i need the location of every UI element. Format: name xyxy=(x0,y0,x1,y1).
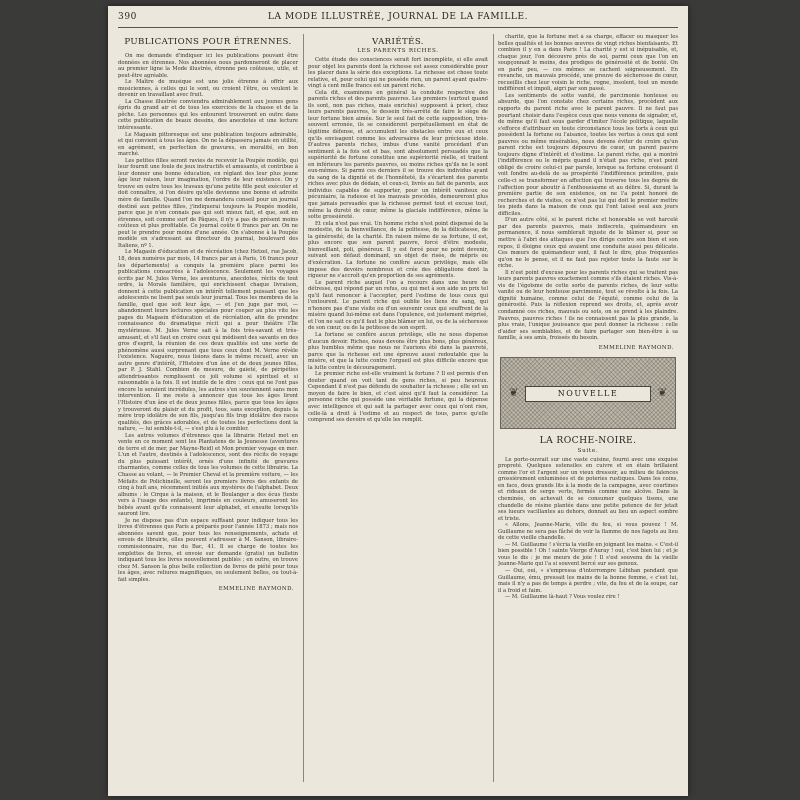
vignette-banner: NOUVELLE xyxy=(525,386,651,402)
story-subtitle: Suite. xyxy=(577,447,599,454)
paragraph: — Oui, oui, » s'empressa d'interrompre Lébihan pendant que Guillaume, ému, pressait les mains de la bonne femme, « c'est lui, mais il n'y a pas de temps à perdre ; vite, du feu et de la soupe, car il a froid et faim. xyxy=(498,568,678,594)
section-heading-varietes: VARIÉTÉS. xyxy=(372,37,424,47)
paragraph: Les sentiments de sotte vanité, de parcimonie honteuse ou absurde, que l'on constate chez certains riches, procèdent aux rapports du parent riche avec le parent pauvre. Il ne faut pas pourtant choisir dans l'espèce ceux que nous venons de signaler, et, de même qu'il faut sous garder d'imiter l'école politique, laquelle s'efforce d'attribuer en toute circonstance tous les torts à ceux qui possèdent la fortune ou l'aisance, toutes les vertus à ceux qui sont pauvres ou même misérables, nous devons éviter de croire qu'un parent riche est toujours dépourvu de cœur, un parent pauvre toujours digne d'intérêt et d'estime. Le parent riche, qui a montré l'indifférence ou le mépris quand il n'était pas riche, n'est point obligé de croire celui-ci par parole, lorsque sa fortune croissant il voit fondre au-delà de sa prospérité l'indifférence primitive, puis celle-ci se transformer en affection qui traverse tous les degrés de l'affection pour aboutir à l'enthousiasme et au délire. Si, durant la première partie de son existence, on ne l'a point honoré de recherches et de visites, ce n'est pas lui qui doit le premier mettre les pieds dans la maison de ceux qui l'ont laissé seul aux jours difficiles. xyxy=(498,92,678,217)
paragraph: Cela dit, examinons en général la conduite respective des parents riches et des parents pauvres. Les premiers (surtout quand ils sont, non pas riches, mais enrichis) supposent à priori, chez leurs parents pauvres, le dessein très-arrêté de faire le siège de leur fortune bien aimée. Sur le seul fait de cette supposition, très-souvent erronée, ils se considèrent perpétuellement en état de légitime défense, et accumulent les obstacles entre eux et ceux qu'ils envisagent comme les adversaires de leur précieuse idole. D'autres parents riches, imbus d'une vanité procédant d'un sentiment à la fois sot et bas, sont absolument persuadés que la supériorité de fortune constitue une supériorité réelle, et traitent en inférieurs les parents pauvres, ou moins riches qu'ils ne le sont eux-mêmes. Si parmi ces derniers il se trouve des individus ayant du sang de la dignité et de l'honnêteté, ils s'écartent des parents riches avec plus de dédain, et ceux-ci, livrés au fait de parents, aux individus capables de supporter, pour un intérêt vaniteux ou pécuniaire, la rudesse et les mauvais procédés, demeureront plus que jamais persuadés que la richesse permet tout et excuse tout, même la dureté de cœur, même la glaciale indifférence, même la sotte grossièreté. xyxy=(308,89,488,221)
paragraph: Le Maître de musique est une jolie étrenne à offrir aux musiciennes, à celles qui le sont, ou croient l'être, ou veulent le devenir en travaillant avec fruit. xyxy=(118,79,298,99)
col2-body xyxy=(308,57,488,424)
column-rule xyxy=(493,34,494,782)
heading-rule xyxy=(178,49,238,50)
paragraph: Et cela n'est pas vrai. Un homme riche n'est point dispensé de la modestie, de la bienveillance, de la politesse, de la délicatesse, de la générosité, de la charité. En raison même de sa fortune, il est, plus encore que son parent pauvre, forcé d'être modeste, bienveillant, poli, généreux. Il y est forcé pour ne point devenir, suivant son défaut dominant, un objet de risée, de mépris ou d'exécration. La fortune ne confère aucun privilège, mais elle impose des devoirs nombreux et crée des obligations dont la rigueur ne s'accroît qu'en proportion de ses agréments. xyxy=(308,220,488,280)
page-number: 390 xyxy=(118,12,137,22)
paragraph: Le parent riche auquel l'on a recours dans une heure de détresse, qui répond par un refus, ou qui met à son aide un prix tel qu'il faut renoncer à l'accepter, perd l'estime de tous ceux qui l'entourent. Le parent riche qui oublie les liens du sang, qui n'honore pas d'une visite ou d'un souvenir ceux qui souffrent de la misère quand lui-même est dans l'opulence, est justement méprisé, et l'on ne sait ce qu'il faut le plus blâmer en lui, ou de la sécheresse de son cœur, ou de la petitesse de son esprit. xyxy=(308,279,488,332)
newspaper-page xyxy=(108,6,688,796)
paragraph: Le Magasin pittoresque est une publication toujours admirable, et qui convient à tous les âges. On ne la dépassera jamais en utilité, en agrément, en perfection de gravures, en moralité, en bon marché. xyxy=(118,131,298,158)
paragraph: Les autres volumes d'étrennes que la librairie Hetzel met en vente en ce moment sont les Plantatens de la Jeunesse (aventures de terre et de mer, par Mayne-Reid) et Mon premier voyage en mer. L'un et l'autre, destinés à l'adolescence, sont des récits de voyage du plus puissant intérêt, ornés d'une infinité de gravures charmantes, comme celles de tous les volumes de cette librairie. La Chasse au volant, — le Premier Cheval et la première voiture, — les Méfaits de Polichinelle, seront les premiers livres des enfants de cinq à huit ans, récemment initiés aux mystères de l'alphabet. Deux albums : le Cirque à la maison, et le Boulanger a des écus (texte vers à l'usage des enfants), imprimés en couleurs, amuseront les bébés avant qu'ils connaissent leur alphabet, et ensuite lorsqu'ils sauront lire. xyxy=(118,432,298,518)
journal-title: LA MODE ILLUSTRÉE, JOURNAL DE LA FAMILLE. xyxy=(267,12,529,22)
paragraph: — M. Guillaume ! s'écria la vieille en joignant les mains. « C'est-il bien possible ! Oh ! sainte Vierge d'Auray ! oui, c'est bien lui ; et je vous le dis : je me meurs de joie ! Il s'est souvenu de la vieille Jeanne-Marie qui l'a si souvent bercé sur ses genoux. xyxy=(498,541,678,568)
paragraph: Les petites filles seront ravies de recevoir la Poupée modèle, qui leur fournit une foule de jeux instructifs et amusants, et contribue à leur donner une bonne éducation, en réglant des leur plus jeune âge leur raison, leur imagination, l'ordre de leur existence. On y trouve en outre tous les travaux qu'une petite fille peut exécuter et doit connaître, si l'on désire qu'elle devienne une bonne et adroite mère de famille. Quand l'on me demandera conseil pour un journal destiné aux petites filles, j'indiquerai toujours la Poupée modèle, parce que je n'en connais pas qui soit mieux fait, et que, soit en étrennes, soit comme surf de Pâques, il n'y a pas de présent moins coûteux et plus profitable. Ce journal coûte 6 francs par an. On ne peut le prendre pour moins d'une année. On s'abonne à la Poupée modèle en s'adressant au directeur du journal, boulevard des Italiens, nº 1. xyxy=(118,157,298,249)
running-head xyxy=(118,12,678,28)
paragraph: Le premier riche est-elle vraiment la fortune ? Il est permis d'en douter quand on voit tant de gens riches, si peu heureux. Cependant il n'est pas défendu de souhaiter la richesse ; elle est un moyen de faire le bien, et c'est ainsi qu'il faut la considérer. La personne riche qui possède une véritable fortune, qui la dépense avec intelligence et qui sait la partager avec ceux qui n'ont rien, celle-là a droit à l'estime et au respect de tous, parce qu'elle comprend ses devoirs et qu'elle les remplit. xyxy=(308,371,488,424)
col3-body xyxy=(498,34,678,342)
paragraph: Cette étude des consciences serait fort incomplète, si elle avait pour objet les parents dont la richesse est assez considérable pour les placer dans la série des exceptions. La richesse est chose toute relative, et, pour celui qui ne possède rien, un parent ayant quatre-vingt à cent mille francs est un parent riche. xyxy=(308,57,488,90)
col1-body xyxy=(118,53,298,583)
paragraph: La Chasse illustrée conviendra admirablement aux jeunes gens épris du grand air et de tous les exercices de la chasse et de la pêche. Les personnes qui les entourent trouveront en outre dans cette publication de beaux dessins, des anecdotes et une lecture intéressante. xyxy=(118,98,298,132)
column-continued xyxy=(498,34,678,782)
column-publications xyxy=(118,34,298,782)
story-title: LA ROCHE-NOIRE. xyxy=(539,434,637,446)
paragraph: On me demande d'indiquer ici les publications pouvant être données en étrennes. Nos abonnées nous pardonneront de placer au premier ligne la Mode illustrée, étrenne peu coûteuse, utile, et peut-être agréable. xyxy=(118,53,298,79)
ornament-icon: ❦ xyxy=(509,385,519,399)
paragraph: Le Magasin d'éducation et de récréation (chez Hetzel, rue Jacob, 18, deux numéros par mois, 14 francs par an à Paris, 16 francs pour les départements) a conquis la première place parmi les publications consacrées à l'adolescence. Seulement les voyages écrits par M. Jules Verne, les aventures, anecdotes, récits de tout ordre, la Morale familière, qui enrichissent chaque livraison, donnent à cette publication un intérêt tellement puissant que les adolescents ne lisent pas seuls leur journal. Tous les membres de la famille, quel que soit leur âge, — et j'en juge par moi, — abandonnent leurs lectures spéciales pour couper au plus vite les pages du Magasin d'éducation et de récréation, afin de prendre connaissance du dramatique récit qui a pour théâtre l'Île mystérieuse. M. Jules Verne sait à la fois très-savant et très-amusant, et s'il faut en croire ceux qui médisent des savants en des gros d'esprit, la réunion de ces deux qualités est une sorte de phénomène aussi surprenant que tous ceux dont M. Verne révèle l'existence. Naguère, nous lisions dans le même recueil, avec un autre genre d'intérêt, l'Histoire d'un âne et de deux jeunes filles, par P. J. Stahl. Combien de mesure, de gaieté, de péripéties attendrissantes remplissent ce joli volume si spirituel et si raisonnable à la fois. Il est inutile de le dire : ceux qui ne l'ont pas encore lu seraient incrédules, les autres s'en souviennent sans mon intervention. Il me reste à annoncer que tous les âges liront l'Histoire d'un âne et de deux jeunes filles, parce que tous les âges y trouveront du plaisir et du profit, tous, sans exception, depuis la mère trop idolâtre de son fils, jusqu'au fils trop idolâtre des races qualités, des grâces adorables, et de toutes les perfections dont la nature, — lui semble-t-il, — s'est plu à le combler. xyxy=(118,249,298,433)
article-title-parents-riches: LES PARENTS RICHES. xyxy=(357,48,439,54)
paragraph: — M. Guillaume là-haut ? Vous voulez rire ! xyxy=(505,594,620,601)
story-body xyxy=(498,457,678,601)
nouvelle-vignette xyxy=(500,357,676,429)
ornament-icon: ❦ xyxy=(657,385,667,399)
paragraph: D'un autre côté, si le parent riche et honorable se voit harcelé par des parents pauvres, mais indiscrets, quémandeurs en permanence, il nous semblerait injuste de le blâmer si, pour se mettre à l'abri des attaques que l'on dirige contre son bien et son repos, il éloigne ceux qui avaient une conduite aussi peu délicate. Ces mœurs de quémandeur sont, il faut le dire, plus fréquentes qu'on ne le pense, et il ne faut pas rejeter toute la faute sur le riche. xyxy=(498,217,678,270)
paragraph: « Allons, Jeanne-Marie, ville du feu, si vous pouvez ! M. Guillaume ne sera pas fâché de voir la flamme de nos fagots au lieu de cette vieille chandelle. xyxy=(498,522,678,542)
signature: EMMELINE RAYMOND. xyxy=(598,344,674,351)
paragraph: Le porte-ouvrait sur une vaste cuisine, fourni avec une exquise propreté. Quelques ustensiles en cuivre et en étain brillaient comme l'or et l'argent sur un vieux dressoir, au milieu de faïences grossièrement enluminées et de poteries rustiques. Dans les coins, en face, deux grands lits à la mode de la campagne, avec courtines et rideaux de serge verte, fermés comme une alcôve. Dans la cheminée, on achevait de se consumer quelques tisons, une chandelle de résine plantée dans une petite potence de fer jetait ses lueurs vacillantes au dehors, donnait au lieu un aspect sombre et triste. xyxy=(498,456,678,522)
section-heading-publications: PUBLICATIONS POUR ÉTRENNES. xyxy=(124,37,292,47)
paragraph: La fortune se confère aucun privilège, elle ne nous dispense d'aucun devoir. Riches, nous devons être plus bons, plus généreux, plus humbles même que nous ne l'aurions été dans la pauvreté, parce que la richesse est une épreuve aussi redoutable que la misère, et que la lutte contre l'orgueil est plus difficile encore que la lutte contre le découragement. xyxy=(308,331,488,371)
column-rule xyxy=(303,34,304,782)
column-varietes xyxy=(308,34,488,782)
signature: EMMELINE RAYMOND. xyxy=(218,586,294,593)
paragraph: Je ne dispose pas d'un espace suffisant pour indiquer tous les livres d'étrennes que Paris a préparés pour l'année 1873 ; mais nos abonnées savent que, pour tous les renseignements, achats et envois de librairie, elles peuvent s'adresser à M. Sanson, libraire-commissionnaire, rue du Bac, 41. Il se charge de toutes les emplettes de livres, et envoie sur demande (gratis) un bulletin indiquant tous les livres nouvellement publiés ; en outre, on trouve chez M. Sanson la plus belle collection de livres de piété pour tous les âges, avec reliures magnifiques, ou seulement belles, ou tout-à-fait simples. xyxy=(118,517,298,583)
paragraph: Il n'est point d'excuse pour les parents riches qui se traitent pas leurs parents pauvres exactement comme s'ils étaient riches. Vis-à-vis de l'égoïsme de cette sorte de parents riches, de leur sotte vanité ou de leur honteuse parcimonie, tout se révolte à la fois. La dignité humaine, comme celui de l'équité, comme celui de la générosité. Puis la réflexion reprend ses droits, et, après avoir condamné ces riches, mauvais ou sots, on se prend à les plaindre. Pauvres, pauvres riches ! ils ne connaissent pas la plus grande, la plus vraie, l'unique jouissance que peut donner la richesse : celle d'aider ses semblables, et de faire partager son bien-être à sa famille, à ses amis, froissés du besoin. xyxy=(498,269,678,342)
paragraph: charité, que la fortune met à sa charge, effacer ou masquer les belles qualités et les bonnes œuvres de vingt riches bienfaisants. Et combien il y en a dans Paris ! La charité y est si inépuisable, et, chaque jour, l'on découvre près de soi, parmi ceux que l'on en soupçonnait le moins, des prodiges de générosité et de bonté. On en parle peu, — ces mêmes se cachent soigneusement. En revanche, un mauvais procédé, une preuve de sécheresse de cœur, recueillis chez leur voisin le riche, rogne, insolent, tout un monde indifférent et impoli, aigri par son passé. xyxy=(498,34,678,93)
